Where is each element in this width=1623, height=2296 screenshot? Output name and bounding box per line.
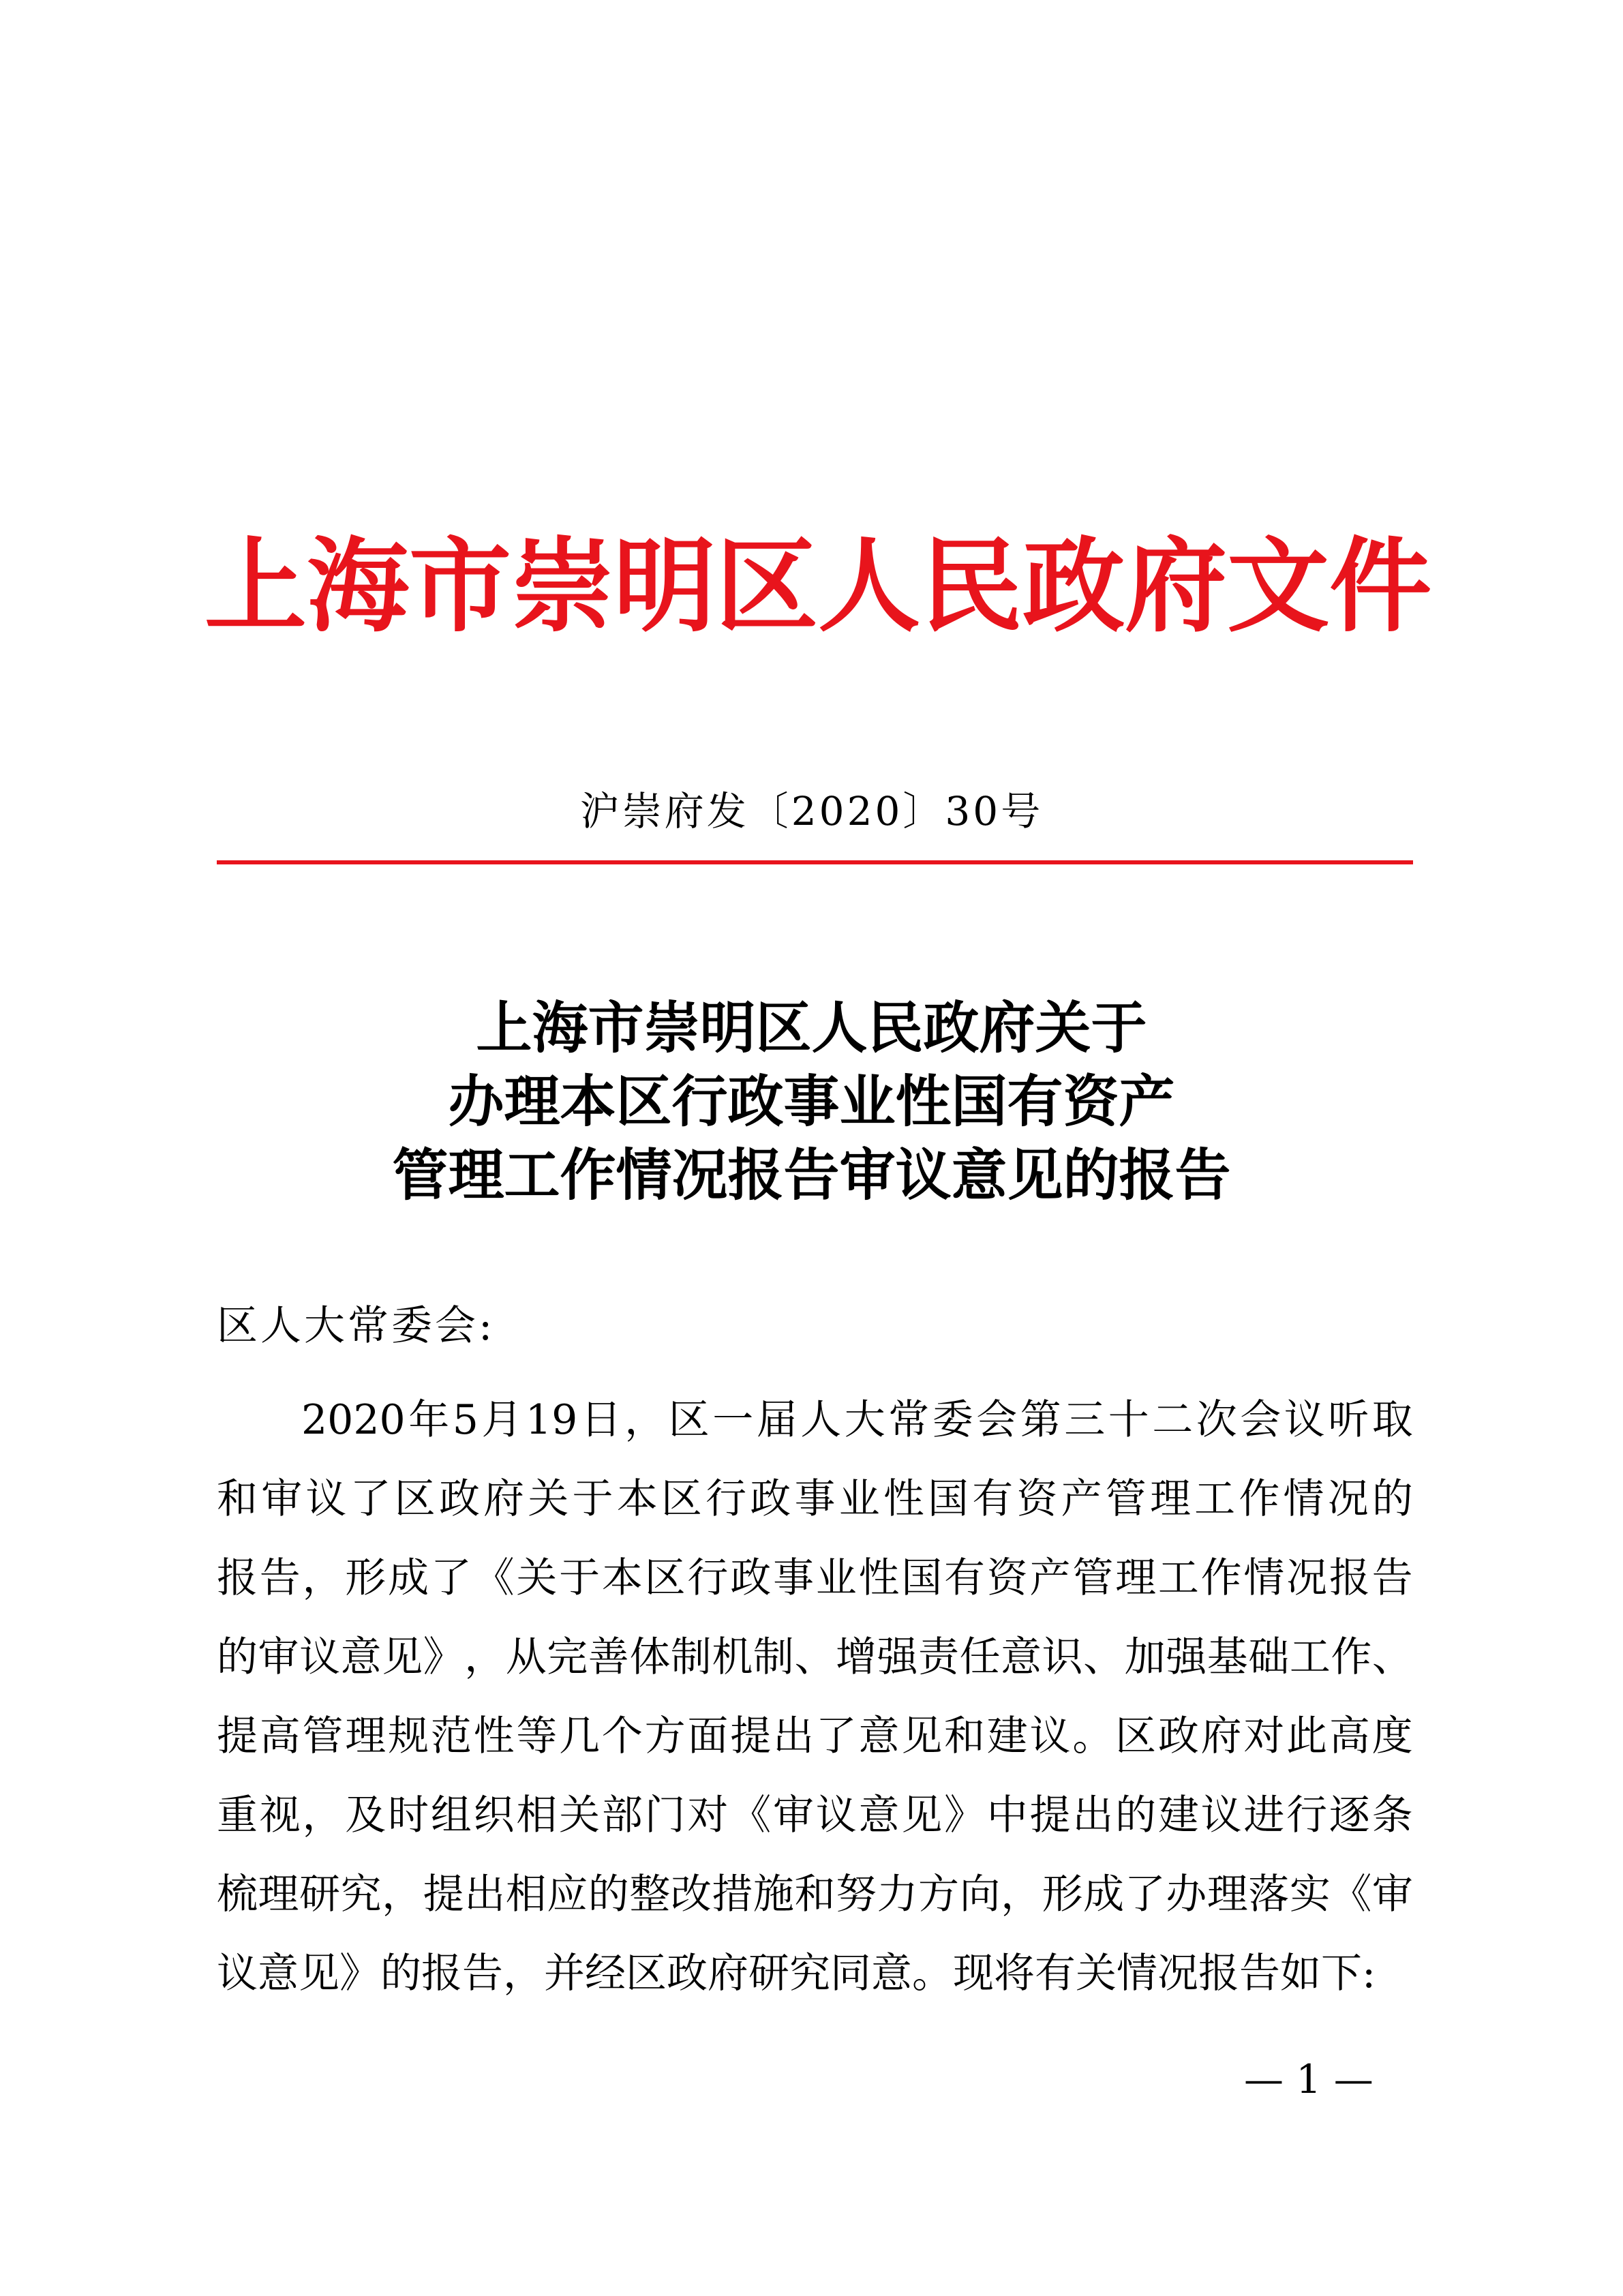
body-glyph: 善 — [588, 1633, 629, 1681]
body-glyph: 行 — [1286, 1792, 1328, 1839]
body-glyph: ， — [464, 1633, 506, 1681]
body-glyph: 如 — [1280, 1950, 1321, 1997]
body-glyph: 理 — [258, 1871, 299, 1918]
body-glyph: 应 — [547, 1871, 588, 1918]
body-glyph: 和 — [794, 1871, 836, 1918]
masthead-title — [204, 526, 1432, 646]
masthead-char: 市 — [409, 526, 512, 646]
body-glyph: 政 — [438, 1475, 480, 1523]
page-number: — 1 — — [1244, 2056, 1374, 2102]
body-glyph: 意 — [858, 1792, 900, 1839]
body-glyph: 报 — [1198, 1950, 1239, 1997]
body-glyph: 改 — [670, 1871, 712, 1918]
body-glyph: 况 — [1327, 1475, 1369, 1523]
body-glyph: ， — [382, 1871, 423, 1918]
body-glyph: 告 — [1371, 1554, 1413, 1602]
body-glyph: 大 — [844, 1396, 885, 1444]
body-glyph: 的 — [1115, 1792, 1157, 1839]
body-glyph: 》 — [339, 1950, 380, 1997]
masthead-char: 明 — [613, 526, 716, 646]
body-glyph: 有 — [1035, 1950, 1076, 1997]
body-glyph: 国 — [901, 1554, 943, 1602]
body-glyph: 制 — [753, 1633, 794, 1681]
masthead-char: 文 — [1227, 526, 1330, 646]
body-glyph: 了 — [1124, 1871, 1166, 1918]
body-glyph: 次 — [1196, 1396, 1237, 1444]
body-glyph: 性 — [473, 1712, 515, 1760]
body-glyph: 、 — [1083, 1633, 1125, 1681]
body-glyph: 现 — [953, 1950, 994, 1997]
body-glyph: 了 — [350, 1475, 391, 1523]
body-glyph: 织 — [473, 1792, 515, 1839]
body-glyph: 管 — [1105, 1475, 1147, 1523]
body-glyph: 产 — [1029, 1554, 1071, 1602]
body-glyph: 形 — [345, 1554, 386, 1602]
body-glyph: 议 — [305, 1475, 347, 1523]
body-glyph: 了 — [430, 1554, 472, 1602]
body-glyph: ， — [302, 1792, 344, 1839]
body-glyph: 逐 — [1329, 1792, 1370, 1839]
body-glyph: 和 — [217, 1475, 258, 1523]
body-glyph: 意 — [871, 1950, 912, 1997]
body-glyph: 向 — [959, 1871, 1001, 1918]
body-line — [217, 1776, 1413, 1855]
body-glyph: 有 — [944, 1554, 986, 1602]
body-glyph: 审 — [261, 1475, 303, 1523]
body-glyph: 19 — [525, 1396, 578, 1444]
body-glyph: 》 — [944, 1792, 986, 1839]
body-glyph: 门 — [644, 1792, 686, 1839]
body-glyph: 成 — [388, 1554, 429, 1602]
body-glyph: 进 — [1243, 1792, 1285, 1839]
body-glyph: 的 — [380, 1950, 421, 1997]
body-glyph: 工 — [1194, 1475, 1236, 1523]
body-glyph: 提 — [423, 1871, 464, 1918]
body-glyph: 意 — [1001, 1633, 1042, 1681]
body-glyph: 基 — [1207, 1633, 1248, 1681]
body-glyph: 政 — [750, 1475, 791, 1523]
body-glyph: 府 — [1200, 1712, 1242, 1760]
body-glyph: 研 — [748, 1950, 789, 1997]
body-glyph: 努 — [835, 1871, 877, 1918]
body-paragraph — [217, 1380, 1413, 2013]
body-glyph: 究 — [789, 1950, 830, 1997]
body-glyph: 提 — [217, 1712, 258, 1760]
body-glyph: 管 — [302, 1712, 344, 1760]
body-glyph: 中 — [986, 1792, 1028, 1839]
body-glyph: 建 — [986, 1712, 1028, 1760]
body-glyph: 度 — [1371, 1712, 1413, 1760]
body-glyph: 研 — [299, 1871, 341, 1918]
body-glyph: 告 — [1239, 1950, 1280, 1997]
body-glyph: 《 — [1331, 1871, 1372, 1918]
body-line — [217, 1618, 1413, 1697]
body-glyph: 作 — [1200, 1554, 1242, 1602]
body-glyph: 资 — [1016, 1475, 1058, 1523]
body-glyph: 对 — [687, 1792, 729, 1839]
body-glyph: 施 — [753, 1871, 794, 1918]
body-glyph: ， — [302, 1554, 344, 1602]
body-glyph: 2020 — [301, 1396, 406, 1444]
body-glyph: 常 — [888, 1396, 930, 1444]
body-glyph: 的 — [217, 1633, 258, 1681]
body-glyph: 提 — [730, 1712, 772, 1760]
body-glyph: 理 — [1115, 1554, 1157, 1602]
body-glyph: 识 — [1042, 1633, 1083, 1681]
body-glyph: 本 — [601, 1554, 643, 1602]
body-glyph: 审 — [258, 1633, 299, 1681]
body-glyph: 体 — [629, 1633, 671, 1681]
body-glyph: 完 — [547, 1633, 588, 1681]
body-glyph: 》 — [423, 1633, 464, 1681]
body-glyph: 等 — [516, 1712, 558, 1760]
body-glyph: 高 — [259, 1712, 301, 1760]
body-glyph: 提 — [1029, 1792, 1071, 1839]
title-line-2: 办理本区行政事业性国有资产 — [448, 1070, 1175, 1134]
body-glyph: 意 — [258, 1950, 299, 1997]
body-glyph: ， — [624, 1396, 666, 1444]
body-glyph: 区 — [668, 1396, 710, 1444]
body-glyph: 理 — [1149, 1475, 1191, 1523]
body-glyph: 管 — [1072, 1554, 1114, 1602]
body-glyph: 行 — [706, 1475, 747, 1523]
body-glyph: 月 — [481, 1396, 523, 1444]
body-glyph: 相 — [516, 1792, 558, 1839]
body-glyph: 关 — [516, 1554, 558, 1602]
body-glyph: 对 — [1243, 1712, 1285, 1760]
masthead-char: 区 — [716, 526, 819, 646]
body-glyph: 性 — [883, 1475, 924, 1523]
body-glyph: 方 — [644, 1712, 686, 1760]
body-glyph: 出 — [1072, 1792, 1114, 1839]
body-glyph: 见 — [299, 1950, 339, 1997]
salutation: 区人大常委会: — [217, 1302, 496, 1350]
body-glyph: 第 — [1020, 1396, 1061, 1444]
body-glyph: 究 — [340, 1871, 382, 1918]
body-glyph: 机 — [712, 1633, 753, 1681]
body-glyph: 、 — [1371, 1633, 1413, 1681]
body-glyph: 。 — [912, 1950, 953, 1997]
body-glyph: 政 — [730, 1554, 772, 1602]
body-glyph: 制 — [670, 1633, 712, 1681]
body-glyph: 础 — [1248, 1633, 1290, 1681]
body-glyph: 情 — [1283, 1475, 1324, 1523]
body-glyph: : — [1362, 1950, 1376, 1997]
body-glyph: 作 — [1239, 1475, 1280, 1523]
body-glyph: 时 — [388, 1792, 429, 1839]
body-glyph: 有 — [972, 1475, 1014, 1523]
body-glyph: 的 — [1371, 1475, 1413, 1523]
body-glyph: 报 — [217, 1554, 258, 1602]
body-glyph: 的 — [588, 1871, 629, 1918]
body-glyph: 性 — [858, 1554, 900, 1602]
body-glyph: 条 — [1371, 1792, 1413, 1839]
body-glyph: 部 — [601, 1792, 643, 1839]
body-glyph: 理 — [1207, 1871, 1248, 1918]
body-glyph: 《 — [473, 1554, 515, 1602]
body-glyph: 审 — [772, 1792, 814, 1839]
body-glyph: 一 — [712, 1396, 754, 1444]
body-glyph: 议 — [1200, 1792, 1242, 1839]
body-glyph: 人 — [800, 1396, 842, 1444]
body-glyph: 关 — [1076, 1950, 1117, 1997]
body-glyph: 落 — [1248, 1871, 1290, 1918]
body-glyph: 见 — [901, 1792, 943, 1839]
body-glyph: 措 — [712, 1871, 753, 1918]
body-glyph: 力 — [877, 1871, 918, 1918]
body-glyph: 下 — [1321, 1950, 1362, 1997]
body-glyph: 事 — [794, 1475, 836, 1523]
body-glyph: 资 — [986, 1554, 1028, 1602]
body-glyph: 形 — [1042, 1871, 1083, 1918]
body-glyph: 产 — [1061, 1475, 1102, 1523]
body-glyph: 同 — [830, 1950, 871, 1997]
body-glyph: 情 — [1117, 1950, 1157, 1997]
masthead-char: 崇 — [511, 526, 614, 646]
body-glyph: 听 — [1328, 1396, 1369, 1444]
body-glyph: 关 — [559, 1792, 601, 1839]
body-glyph: 报 — [421, 1950, 462, 1997]
body-glyph: 工 — [1157, 1554, 1199, 1602]
body-glyph: 会 — [1240, 1396, 1281, 1444]
title-line-3: 管理工作情况报告审议意见的报告 — [392, 1143, 1231, 1208]
body-glyph: 作 — [1331, 1633, 1372, 1681]
body-glyph: 相 — [505, 1871, 547, 1918]
masthead-char: 政 — [1022, 526, 1125, 646]
body-line — [217, 1934, 1413, 2013]
body-line — [217, 1460, 1413, 1539]
body-glyph: 视 — [259, 1792, 301, 1839]
body-glyph: 年 — [408, 1396, 450, 1444]
body-glyph: 审 — [1371, 1871, 1413, 1918]
body-glyph: 取 — [1371, 1396, 1413, 1444]
body-glyph: 及 — [345, 1792, 386, 1839]
body-glyph: 于 — [559, 1554, 601, 1602]
body-glyph: 区 — [394, 1475, 436, 1523]
body-glyph: 届 — [756, 1396, 798, 1444]
body-glyph: 会 — [976, 1396, 1018, 1444]
body-glyph: 业 — [815, 1554, 857, 1602]
body-glyph: 此 — [1286, 1712, 1328, 1760]
body-glyph: 政 — [667, 1950, 708, 1997]
body-glyph: 见 — [901, 1712, 943, 1760]
body-glyph: 并 — [544, 1950, 585, 1997]
body-glyph: 理 — [345, 1712, 386, 1760]
body-glyph: 增 — [835, 1633, 877, 1681]
body-glyph: 范 — [430, 1712, 472, 1760]
body-glyph: 议 — [299, 1633, 341, 1681]
body-glyph: 议 — [1284, 1396, 1325, 1444]
body-glyph: 告 — [259, 1554, 301, 1602]
body-glyph: 三 — [1064, 1396, 1106, 1444]
body-glyph: 出 — [772, 1712, 814, 1760]
body-glyph: 从 — [505, 1633, 547, 1681]
body-glyph: 建 — [1157, 1792, 1199, 1839]
body-glyph: 办 — [1166, 1871, 1207, 1918]
body-glyph: 加 — [1124, 1633, 1166, 1681]
body-glyph: 。 — [1072, 1712, 1114, 1760]
masthead-char: 海 — [307, 526, 410, 646]
body-glyph: 二 — [1152, 1396, 1194, 1444]
body-glyph: 经 — [585, 1950, 626, 1997]
body-glyph: 议 — [217, 1950, 258, 1997]
body-glyph: 报 — [1329, 1554, 1370, 1602]
body-glyph: 区 — [1115, 1712, 1157, 1760]
body-glyph: 十 — [1108, 1396, 1149, 1444]
body-glyph: 本 — [616, 1475, 658, 1523]
body-glyph: 个 — [601, 1712, 643, 1760]
body-glyph: 议 — [815, 1792, 857, 1839]
body-glyph: 日 — [580, 1396, 622, 1444]
body-glyph: 事 — [772, 1554, 814, 1602]
body-glyph: 国 — [928, 1475, 969, 1523]
title-line-1: 上海市崇明区人民政府关于 — [476, 996, 1147, 1061]
body-glyph: 规 — [388, 1712, 429, 1760]
body-glyph: 将 — [994, 1950, 1035, 1997]
red-divider-line — [217, 860, 1413, 864]
body-glyph: 重 — [217, 1792, 258, 1839]
body-glyph: 关 — [528, 1475, 569, 1523]
body-glyph: 政 — [1157, 1712, 1199, 1760]
body-glyph: 出 — [464, 1871, 506, 1918]
body-glyph: 、 — [794, 1633, 836, 1681]
body-line — [217, 1855, 1413, 1934]
masthead-char: 上 — [204, 526, 307, 646]
body-glyph: 区 — [626, 1950, 667, 1997]
body-glyph: 意 — [340, 1633, 382, 1681]
body-glyph: 工 — [1289, 1633, 1331, 1681]
document-number: 沪崇府发〔2020〕30号 — [579, 788, 1044, 834]
body-line — [217, 1380, 1413, 1460]
body-glyph: 几 — [559, 1712, 601, 1760]
body-glyph: 任 — [959, 1633, 1001, 1681]
body-glyph: 责 — [918, 1633, 960, 1681]
body-glyph: 区 — [644, 1554, 686, 1602]
body-glyph: 成 — [1083, 1871, 1125, 1918]
body-glyph: 业 — [838, 1475, 880, 1523]
body-glyph: 了 — [815, 1712, 857, 1760]
body-glyph: 府 — [483, 1475, 525, 1523]
body-glyph: ， — [1001, 1871, 1042, 1918]
masthead-char: 件 — [1329, 526, 1432, 646]
body-glyph: 强 — [1166, 1633, 1207, 1681]
body-glyph: 议 — [1029, 1712, 1071, 1760]
body-glyph: 见 — [382, 1633, 423, 1681]
body-glyph: 整 — [629, 1871, 671, 1918]
body-glyph: 《 — [730, 1792, 772, 1839]
body-glyph: 实 — [1289, 1871, 1331, 1918]
body-glyph: 5 — [452, 1396, 479, 1444]
body-glyph: 强 — [877, 1633, 918, 1681]
masthead-char: 民 — [920, 526, 1023, 646]
body-glyph: 告 — [462, 1950, 503, 1997]
body-glyph: 面 — [687, 1712, 729, 1760]
body-glyph: 梳 — [217, 1871, 258, 1918]
body-line — [217, 1539, 1413, 1618]
body-glyph: ， — [503, 1950, 544, 1997]
body-glyph: 况 — [1157, 1950, 1198, 1997]
body-glyph: 于 — [572, 1475, 613, 1523]
body-line — [217, 1697, 1413, 1776]
masthead-char: 府 — [1125, 526, 1228, 646]
body-glyph: 行 — [687, 1554, 729, 1602]
body-glyph: 意 — [858, 1712, 900, 1760]
body-glyph: 区 — [661, 1475, 702, 1523]
body-glyph: 情 — [1243, 1554, 1285, 1602]
body-glyph: 府 — [708, 1950, 748, 1997]
body-glyph: 组 — [430, 1792, 472, 1839]
body-glyph: 委 — [932, 1396, 973, 1444]
masthead-char: 人 — [818, 526, 921, 646]
body-glyph: 方 — [918, 1871, 960, 1918]
body-glyph: 况 — [1286, 1554, 1328, 1602]
body-glyph: 和 — [944, 1712, 986, 1760]
body-glyph: 高 — [1329, 1712, 1370, 1760]
document-title — [0, 992, 1623, 1213]
